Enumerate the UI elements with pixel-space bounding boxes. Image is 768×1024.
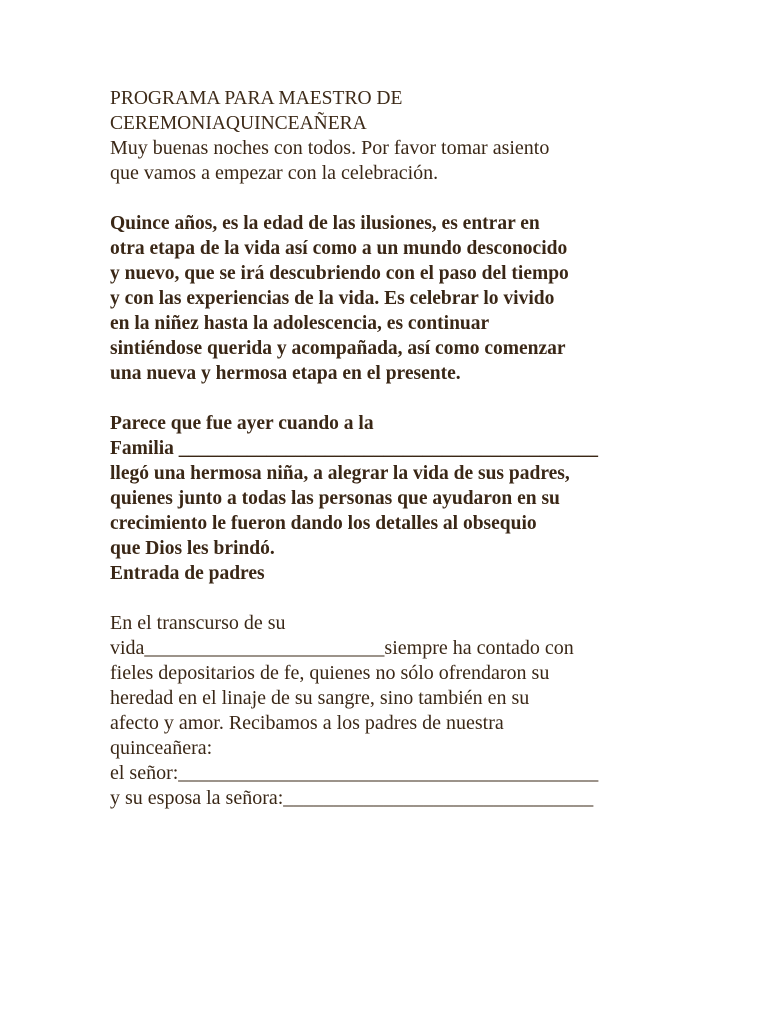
paragraph-line: llegó una hermosa niña, a alegrar la vida de sus padres, [110, 463, 570, 484]
paragraph-spacer [110, 386, 690, 411]
greeting-paragraph [110, 136, 690, 186]
paragraph-line: sintiéndose querida y acompañada, así como comenzar [110, 338, 566, 359]
paragraph-line: otra etapa de la vida así como a un mundo desconocido [110, 238, 568, 259]
family-paragraph [110, 411, 690, 586]
section-heading-entrada-de-padres: Entrada de padres [110, 563, 265, 584]
paragraph-line: Parece que fue ayer cuando a la [110, 413, 374, 434]
paragraph-line: una nueva y hermosa etapa en el presente. [110, 363, 461, 384]
paragraph-line: fieles depositarios de fe, quienes no sólo ofrendaron su [110, 662, 550, 684]
greeting-line: que vamos a empezar con la celebración. [110, 162, 439, 184]
paragraph-line: Quince años, es la edad de las ilusiones, es entrar en [110, 213, 540, 234]
paragraph-spacer [110, 186, 690, 211]
document-page [110, 86, 690, 811]
paragraph-line: En el transcurso de su [110, 612, 286, 634]
paragraph-line: afecto y amor. Recibamos a los padres de nuestra [110, 712, 504, 734]
title-line: CEREMONIAQUINCEAÑERA [110, 113, 367, 134]
greeting-line: Muy buenas noches con todos. Por favor tomar asiento [110, 137, 550, 159]
paragraph-line: heredad en el linaje de su sangre, sino también en su [110, 687, 530, 709]
paragraph-line: quinceañera: [110, 737, 213, 759]
paragraph-spacer [110, 586, 690, 611]
paragraph-line: y con las experiencias de la vida. Es celebrar lo vivido [110, 288, 555, 309]
father-name-blank-line: el señor:__________________________________________ [110, 762, 599, 784]
quince-intro-paragraph [110, 211, 690, 386]
paragraph-line: quienes junto a todas las personas que ayudaron en su [110, 488, 560, 509]
mother-name-blank-line: y su esposa la señora:_______________________________ [110, 787, 594, 809]
paragraph-line: que Dios les brindó. [110, 538, 275, 559]
title-line: PROGRAMA PARA MAESTRO DE [110, 88, 403, 109]
paragraph-line: crecimiento le fueron dando los detalles al obsequio [110, 513, 537, 534]
family-blank-line: Familia ___________________________________________ [110, 438, 599, 459]
paragraph-line: y nuevo, que se irá descubriendo con el paso del tiempo [110, 263, 569, 284]
vida-blank-line: vida________________________siempre ha contado con [110, 637, 574, 659]
paragraph-line: en la niñez hasta la adolescencia, es continuar [110, 313, 490, 334]
parents-paragraph [110, 611, 690, 811]
document-title [110, 86, 690, 136]
